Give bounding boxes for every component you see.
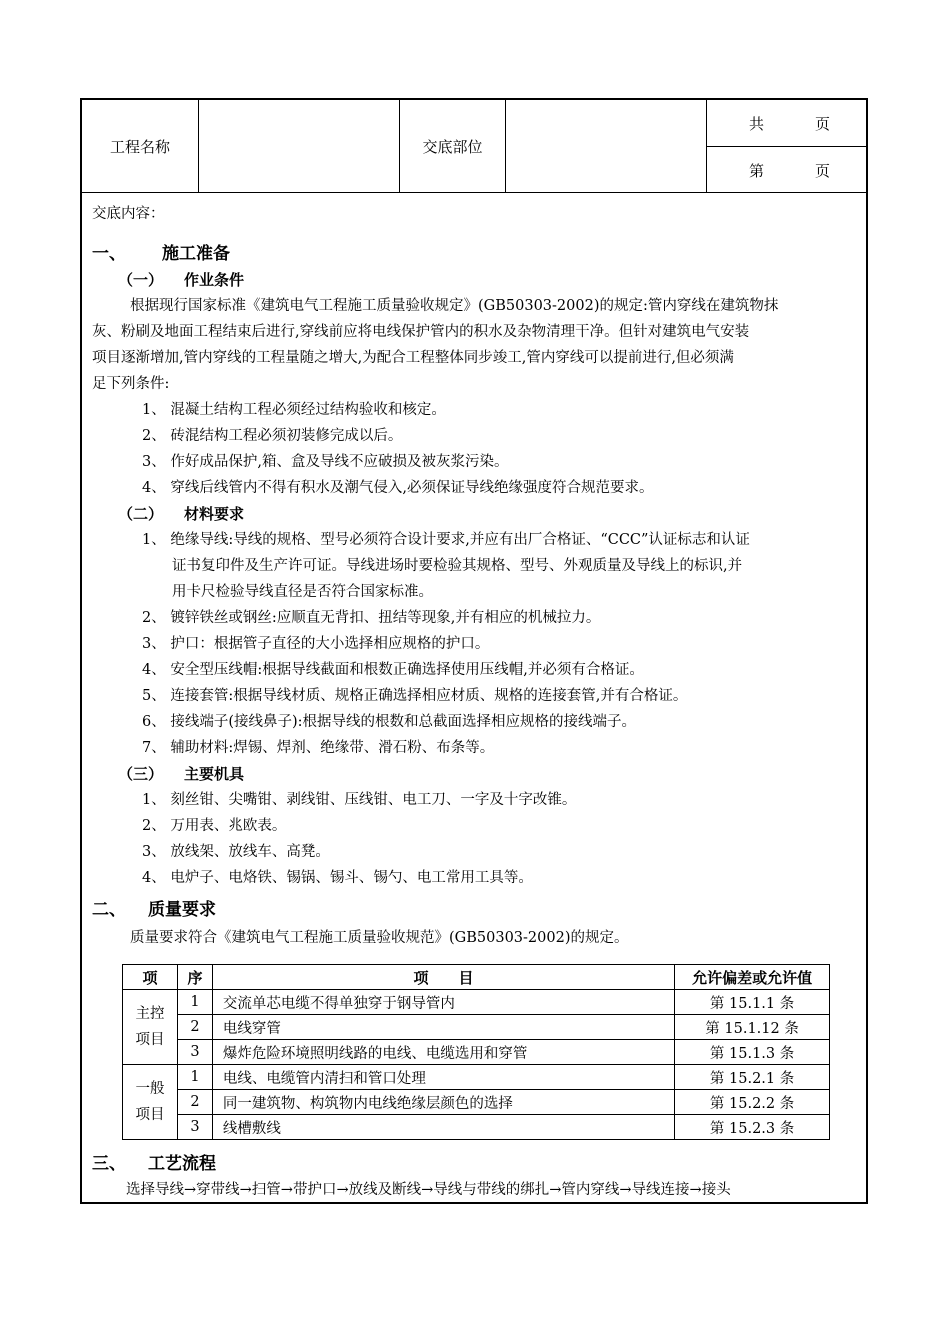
row-seq: 1 (177, 990, 212, 1015)
project-name-value[interactable] (199, 100, 400, 192)
table-row (123, 1065, 830, 1090)
tool-item: 3、 放线架、放线车、高凳。 (142, 844, 330, 860)
material-item: 证书复印件及生产许可证。导线进场时要检验其规格、型号、外观质量及导线上的标识,并 (172, 558, 743, 574)
row-value: 第 15.1.12 条 (675, 1015, 830, 1040)
para-line: 灰、粉刷及地面工程结束后进行,穿线前应将电线保护管内的积水及杂物清理干净。但针对建筑电气安装 (92, 324, 750, 340)
tool-item: 1、 刻丝钳、尖嘴钳、剥线钳、压线钳、电工刀、一字及十字改锥。 (142, 792, 577, 808)
table-row (123, 1015, 830, 1040)
condition-item: 4、 穿线后线管内不得有积水及潮气侵入,必须保证导线绝缘强度符合规范要求。 (142, 480, 654, 496)
sub1-number: （一） (118, 271, 164, 289)
page-total-label: 共 (749, 114, 765, 133)
page-total (707, 100, 866, 147)
material-item: 7、 辅助材料:焊锡、焊剂、绝缘带、滑石粉、布条等。 (142, 740, 495, 756)
material-item: 1、 绝缘导线:导线的规格、型号必须符合设计要求,并应有出厂合格证、“CCC”认证标志和认证 (142, 532, 750, 548)
para-line: 根据现行国家标准《建筑电气工程施工质量验收规定》(GB50303-2002)的规定:管内穿线在建筑物抹 (130, 298, 779, 314)
col-header: 项 目 (212, 965, 674, 990)
row-seq: 2 (177, 1090, 212, 1115)
sub3-title: 主要机具 (184, 765, 245, 783)
row-value: 第 15.2.1 条 (675, 1065, 830, 1090)
quality-intro: 质量要求符合《建筑电气工程施工质量验收规范》(GB50303-2002)的规定。 (130, 930, 629, 946)
section3-title: 工艺流程 (148, 1154, 216, 1174)
tool-item: 4、 电炉子、电烙铁、锡锅、锡斗、锡勺、电工常用工具等。 (142, 870, 533, 886)
row-item: 同一建筑物、构筑物内电线绝缘层颜色的选择 (212, 1090, 674, 1115)
project-name-label: 工程名称 (82, 100, 199, 192)
row-value: 第 15.1.3 条 (675, 1040, 830, 1065)
row-item: 爆炸危险环境照明线路的电线、电缆选用和穿管 (212, 1040, 674, 1065)
row-item: 线槽敷线 (212, 1115, 674, 1140)
section1-title: 施工准备 (162, 244, 230, 264)
table-row (123, 1090, 830, 1115)
sub2-title: 材料要求 (184, 505, 245, 523)
content-label: 交底内容： (92, 206, 165, 222)
disclosure-form (80, 98, 868, 1204)
sub1-title: 作业条件 (184, 271, 245, 289)
material-item: 3、 护口：根据管子直径的大小选择相应规格的护口。 (142, 636, 490, 652)
group-general: 一般项目 (123, 1065, 178, 1140)
section1-number: 一、 (92, 244, 126, 264)
table-row (123, 1115, 830, 1140)
row-value: 第 15.2.2 条 (675, 1090, 830, 1115)
quality-table (122, 964, 830, 1140)
material-item: 4、 安全型压线帽:根据导线截面和根数正确选择使用压线帽,并必须有合格证。 (142, 662, 644, 678)
row-item: 电线、电缆管内清扫和管口处理 (212, 1065, 674, 1090)
disclosure-part-label: 交底部位 (400, 100, 506, 192)
disclosure-part-value[interactable] (506, 100, 707, 192)
row-item: 交流单芯电缆不得单独穿于钢导管内 (212, 990, 674, 1015)
page-total-unit: 页 (815, 114, 831, 133)
row-seq: 2 (177, 1015, 212, 1040)
tool-item: 2、 万用表、兆欧表。 (142, 818, 287, 834)
section3-number: 三、 (92, 1154, 126, 1174)
table-row (123, 1040, 830, 1065)
condition-item: 3、 作好成品保护,箱、盒及导线不应破损及被灰浆污染。 (142, 454, 509, 470)
page-number-label: 第 (749, 161, 765, 180)
table-row (123, 990, 830, 1015)
para-line: 足下列条件: (92, 376, 170, 392)
process-flow: 选择导线→穿带线→扫管→带护口→放线及断线→导线与带线的绑扎→管内穿线→导线连接→接头 (126, 1182, 731, 1198)
section2-number: 二、 (92, 900, 126, 920)
col-header: 序 (177, 965, 212, 990)
group-main: 主控项目 (123, 990, 178, 1065)
table-header-row (123, 965, 830, 990)
material-item: 用卡尺检验导线直径是否符合国家标准。 (172, 584, 433, 600)
material-item: 5、 连接套管:根据导线材质、规格正确选择相应材质、规格的连接套管,并有合格证。 (142, 688, 688, 704)
col-header: 允许偏差或允许值 (675, 965, 830, 990)
page-number-unit: 页 (815, 161, 831, 180)
sub3-number: （三） (118, 765, 164, 783)
condition-item: 1、 混凝土结构工程必须经过结构验收和核定。 (142, 402, 446, 418)
para-line: 项目逐渐增加,管内穿线的工程量随之增大,为配合工程整体同步竣工,管内穿线可以提前进行,但必须满 (92, 350, 734, 366)
page-number (707, 147, 866, 193)
section2-title: 质量要求 (148, 900, 216, 920)
row-seq: 3 (177, 1115, 212, 1140)
condition-item: 2、 砖混结构工程必须初装修完成以后。 (142, 428, 403, 444)
form-header (82, 100, 866, 193)
material-item: 2、 镀锌铁丝或钢丝:应顺直无背扣、扭结等现象,并有相应的机械拉力。 (142, 610, 601, 626)
sub2-number: （二） (118, 505, 164, 523)
col-header: 项 (123, 965, 178, 990)
material-item: 6、 接线端子(接线鼻子):根据导线的根数和总截面选择相应规格的接线端子。 (142, 714, 637, 730)
row-value: 第 15.1.1 条 (675, 990, 830, 1015)
row-item: 电线穿管 (212, 1015, 674, 1040)
row-seq: 3 (177, 1040, 212, 1065)
row-seq: 1 (177, 1065, 212, 1090)
row-value: 第 15.2.3 条 (675, 1115, 830, 1140)
